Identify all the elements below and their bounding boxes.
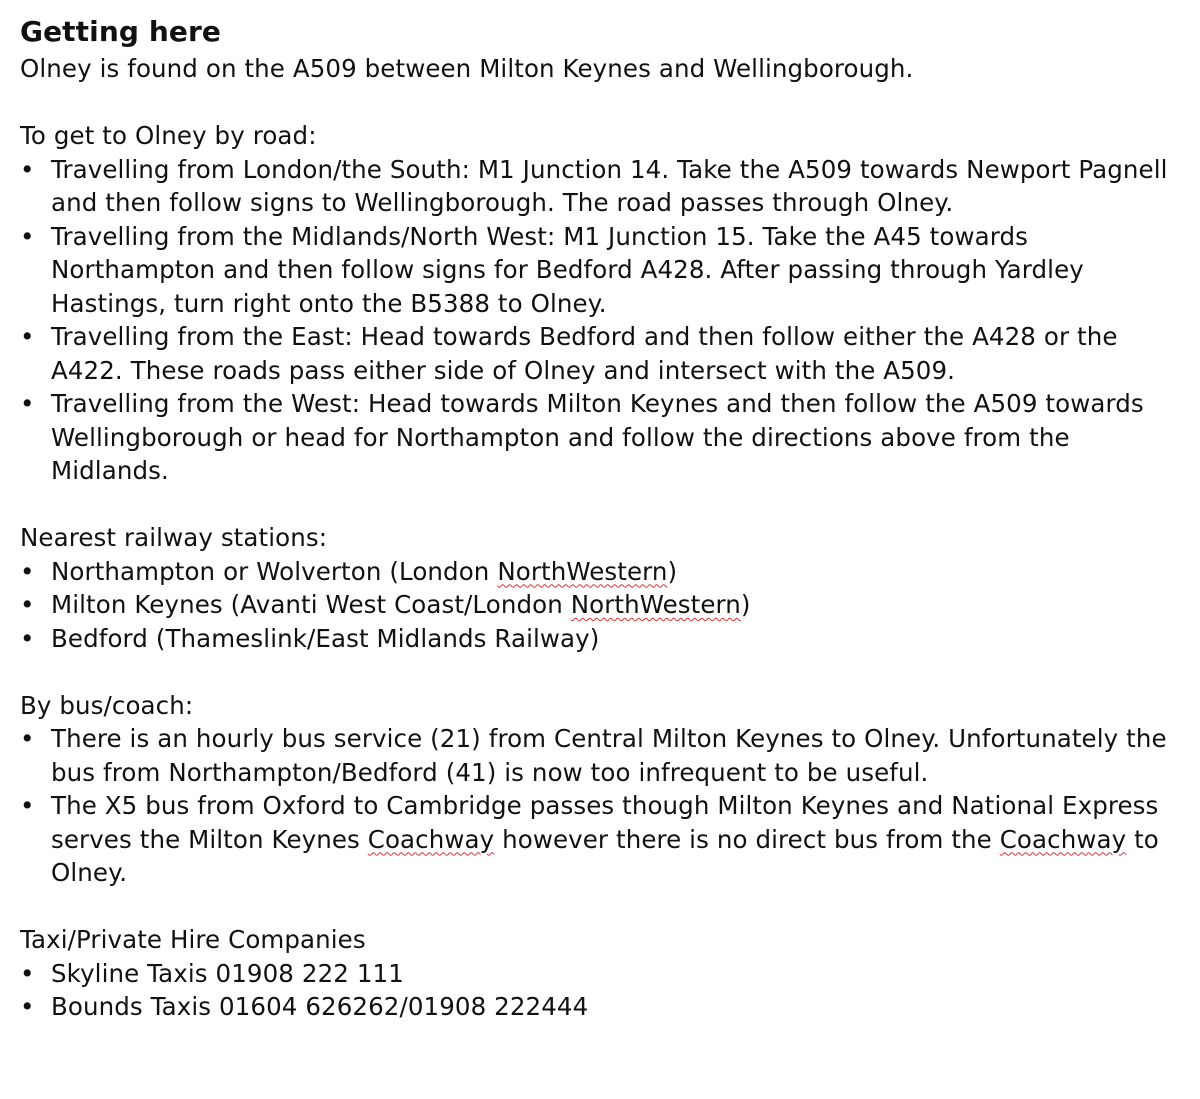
spacer — [20, 488, 1180, 522]
taxi-section-label: Taxi/Private Hire Companies — [20, 925, 366, 954]
list-item-text: to Olney. — [51, 824, 1159, 887]
rail-stations-list — [20, 555, 1180, 656]
spellcheck-word[interactable]: Coachway — [999, 824, 1127, 854]
list-item: • Bounds Taxis 01604 626262/01908 222444 — [20, 990, 1180, 1024]
road-section-label: To get to Olney by road: — [20, 121, 317, 150]
taxi-companies-list — [20, 957, 1180, 1024]
spacer — [20, 655, 1180, 689]
spacer — [20, 86, 1180, 120]
list-item: • Travelling from the Midlands/North West: M1 Junction 15. Take the A45 towards Northampton and then follow signs for Bedford A428. After passing through Yardley Hastings, turn right onto the B5388 to Olney. — [20, 220, 1180, 321]
list-item-text: ) — [740, 590, 751, 619]
spacer — [20, 890, 1180, 924]
list-item: • There is an hourly bus service (21) from Central Milton Keynes to Olney. Unfortunately the bus from Northampton/Bedford (41) is now too infrequent to be useful. — [20, 722, 1180, 789]
spellcheck-word[interactable]: NorthWestern — [497, 556, 668, 586]
list-item: • Travelling from the East: Head towards Bedford and then follow either the A428 or the A422. These roads pass either side of Olney and intersect with the A509. — [20, 320, 1180, 387]
list-item: • Travelling from the West: Head towards Milton Keynes and then follow the A509 towards Wellingborough or head for Northampton and follow the directions above from the Midlands. — [20, 387, 1180, 488]
list-item-text: Milton Keynes (Avanti West Coast/London — [51, 590, 571, 619]
list-item: • Bedford (Thameslink/East Midlands Railway) — [20, 622, 1180, 656]
list-item: • Skyline Taxis 01908 222 111 — [20, 957, 1180, 991]
bus-coach-list — [20, 722, 1180, 890]
list-item: • Travelling from London/the South: M1 Junction 14. Take the A509 towards Newport Pagnell and then follow signs to Wellingborough. The road passes through Olney. — [20, 153, 1180, 220]
list-item-text: The X5 bus from Oxford to Cambridge passes though Milton Keynes and National Express serves the Milton Keynes — [51, 791, 1159, 854]
list-item-text: ) — [667, 556, 678, 586]
rail-section-label: Nearest railway stations: — [20, 523, 328, 552]
spellcheck-word[interactable]: Coachway — [367, 824, 495, 854]
intro-paragraph: Olney is found on the A509 between Milton Keynes and Wellingborough. — [20, 54, 914, 83]
list-item — [20, 789, 1180, 890]
page-title: Getting here — [20, 15, 221, 48]
road-directions-list — [20, 153, 1180, 488]
list-item — [20, 588, 1180, 622]
list-item-text: however there is no direct bus from the — [494, 824, 1000, 854]
list-item-text: Northampton or Wolverton (London — [51, 556, 498, 586]
list-item — [20, 555, 1180, 589]
spellcheck-word[interactable]: NorthWestern — [570, 590, 741, 619]
bus-section-label: By bus/coach: — [20, 690, 194, 720]
